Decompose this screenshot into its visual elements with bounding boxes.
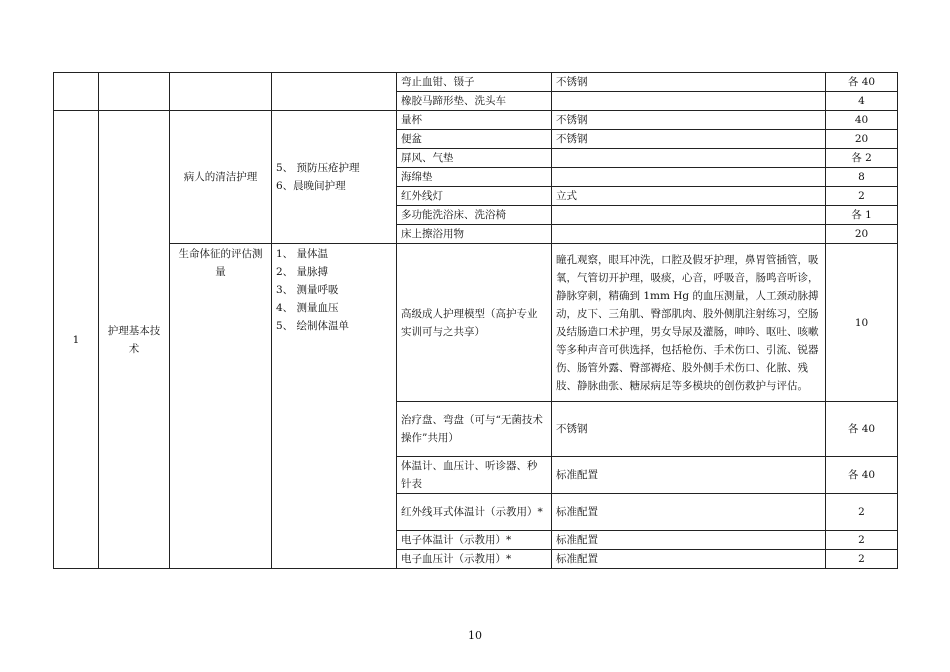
spec-cell: 标准配置	[552, 494, 826, 531]
qty-cell: 10	[826, 244, 898, 402]
topic-clean-cell	[170, 111, 272, 244]
page-number: 10	[468, 629, 482, 642]
content-line: 5、 绘制体温单	[276, 320, 350, 332]
item-cell: 床上擦浴用物	[397, 225, 552, 244]
content-line: 1、 量体温	[276, 248, 329, 260]
item-cell: 便盆	[397, 130, 552, 149]
spec-cell: 标准配置	[552, 531, 826, 550]
seq-cell-empty	[54, 73, 99, 111]
item-cell: 橡胶马蹄形垫、洗头车	[397, 92, 552, 111]
table-row	[54, 244, 898, 402]
content-line: 2、 量脉搏	[276, 266, 329, 278]
item-cell: 弯止血钳、镊子	[397, 73, 552, 92]
spec-cell: 不锈钢	[552, 111, 826, 130]
spec-cell	[552, 206, 826, 225]
spec-cell	[552, 92, 826, 111]
item-cell: 体温计、血压计、听诊器、秒针表	[397, 457, 552, 494]
content-line: 6、晨晚间护理	[276, 180, 346, 192]
table-row	[54, 111, 898, 130]
qty-cell: 8	[826, 168, 898, 187]
spec-cell: 不锈钢	[552, 73, 826, 92]
equipment-table	[53, 72, 898, 569]
spec-cell	[552, 149, 826, 168]
topic-vital-contents	[272, 244, 397, 569]
topic-vital-cell	[170, 244, 272, 569]
spec-cell: 标准配置	[552, 457, 826, 494]
qty-cell: 2	[826, 531, 898, 550]
spec-cell: 瞳孔观察，眼耳冲洗，口腔及假牙护理，鼻胃管插管，吸氧，气管切开护理，吸痰，心音，呼吸音，肠鸣音听诊，静脉穿刺，精确到 1mm Hg 的血压测量，人工颈动脉搏动，皮下、三角肌、臀部肌肉、股外侧肌注射练习，空肠及结肠造口术护理，男女导尿及灌肠，呻吟、呕吐、咳嗽等多种声音可供选择，包括枪伤、手术伤口、引流、锐器伤、肠管外露、臀部褥疮、股外侧手术伤口、化脓、残肢、静脉曲张、糖尿病足等多模块的创伤救护与评估。	[552, 244, 826, 402]
item-cell: 电子体温计（示教用）*	[397, 531, 552, 550]
item-cell: 红外线耳式体温计（示教用）*	[397, 494, 552, 531]
topic-clean-contents	[272, 111, 397, 244]
item-cell: 红外线灯	[397, 187, 552, 206]
content-line: 4、 测量血压	[276, 302, 339, 314]
qty-cell: 4	[826, 92, 898, 111]
module-cell-empty	[99, 73, 170, 111]
qty-cell: 2	[826, 550, 898, 569]
content-line: 5、 预防压疮护理	[276, 162, 360, 174]
qty-cell: 各 2	[826, 149, 898, 168]
content-cell-empty	[272, 73, 397, 111]
seq-cell: 1	[54, 111, 99, 569]
spec-cell	[552, 168, 826, 187]
item-cell: 屏风、气垫	[397, 149, 552, 168]
topic-vital-name: 生命体征的评估测量	[178, 248, 263, 278]
spec-cell: 标准配置	[552, 550, 826, 569]
topic-cell-empty	[170, 73, 272, 111]
spec-cell	[552, 225, 826, 244]
item-cell: 电子血压计（示教用）*	[397, 550, 552, 569]
item-cell: 治疗盘、弯盘（可与“无菌技术操作”共用）	[397, 402, 552, 457]
spec-cell: 立式	[552, 187, 826, 206]
qty-cell: 2	[826, 187, 898, 206]
qty-cell: 40	[826, 111, 898, 130]
item-cell: 量杯	[397, 111, 552, 130]
module-cell: 护理基本技术	[99, 111, 170, 569]
qty-cell: 各 40	[826, 73, 898, 92]
item-cell: 多功能洗浴床、洗浴椅	[397, 206, 552, 225]
qty-cell: 各 40	[826, 402, 898, 457]
qty-cell: 各 1	[826, 206, 898, 225]
qty-cell: 20	[826, 130, 898, 149]
qty-cell: 2	[826, 494, 898, 531]
item-cell: 海绵垫	[397, 168, 552, 187]
spec-cell: 不锈钢	[552, 402, 826, 457]
table-row	[54, 73, 898, 92]
spec-cell: 不锈钢	[552, 130, 826, 149]
qty-cell: 20	[826, 225, 898, 244]
item-cell: 高级成人护理模型（高护专业实训可与之共享）	[397, 244, 552, 402]
topic-clean-name: 病人的清洁护理	[183, 171, 258, 183]
qty-cell: 各 40	[826, 457, 898, 494]
content-line: 3、 测量呼吸	[276, 284, 339, 296]
